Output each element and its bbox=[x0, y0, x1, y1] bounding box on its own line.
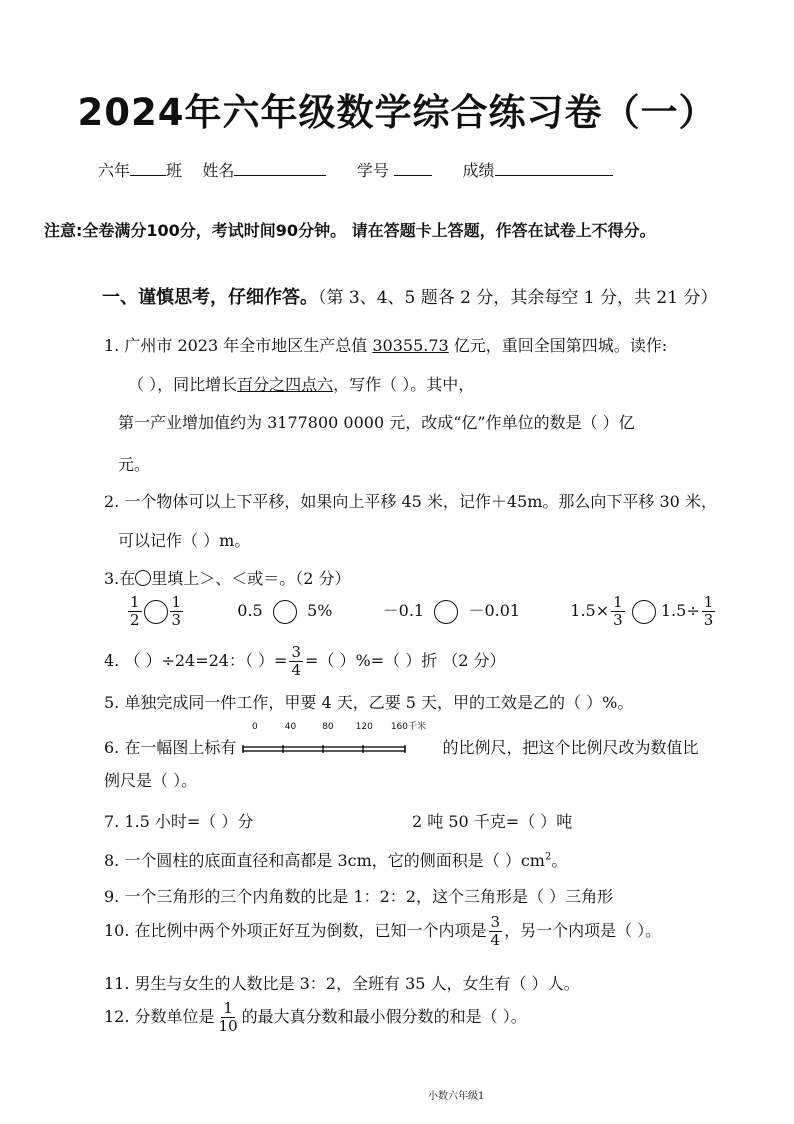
question-7-part-b: 2 吨 50 千克=（ ）吨 bbox=[412, 812, 573, 831]
class-blank[interactable] bbox=[130, 161, 166, 176]
exam-notice: 注意:全卷满分100分，考试时间90分钟。 请在答题卡上答题，作答在试卷上不得分。 bbox=[44, 221, 656, 240]
circle-icon bbox=[135, 570, 151, 586]
fraction: $\frac{1}{3}$ bbox=[613, 593, 623, 629]
fraction: $\frac{1}{2}$ bbox=[130, 593, 140, 629]
section-1-title: 一、谨慎思考，仔细作答。 bbox=[102, 287, 318, 308]
score-label: 成绩 bbox=[462, 161, 495, 180]
name-blank[interactable] bbox=[234, 161, 326, 176]
id-blank[interactable] bbox=[394, 161, 432, 176]
page-footer: 小数六年级1 bbox=[428, 1091, 485, 1102]
question-9: 9. 一个三角形的三个内角数的比是 1：2：2，这个三角形是（ ）三角形 bbox=[104, 887, 614, 906]
scale-bar bbox=[241, 741, 437, 757]
score-blank[interactable] bbox=[495, 161, 613, 176]
question-4: 4. （ ）÷24=24：（ ）= $\frac{3}{4}$ =（ ）%=（ ）折 （2 分） bbox=[104, 643, 506, 679]
grade-label: 六年 bbox=[98, 161, 131, 180]
fraction: $\frac{1}{10}$ bbox=[218, 999, 238, 1035]
question-1-line-2: （ ），同比增长百分之四点六，写作（ ）。其中， bbox=[128, 375, 475, 394]
section-1-note: （第 3、4、5 题各 2 分，其余每空 1 分，共 21 分） bbox=[318, 288, 718, 308]
compare-circle-2[interactable] bbox=[273, 600, 297, 624]
compare-circle-1[interactable] bbox=[144, 600, 168, 624]
fraction: $\frac{1}{3}$ bbox=[171, 593, 182, 629]
question-11: 11. 男生与女生的人数比是 3：2，全班有 35 人，女生有（ ）人。 bbox=[104, 974, 580, 993]
question-2-line-1: 2. 一个物体可以上下平移，如果向上平移 45 米，记作＋45m。那么向下平移 30 米， bbox=[104, 492, 717, 511]
student-info-line bbox=[98, 158, 613, 181]
fraction: $\frac{3}{4}$ bbox=[291, 643, 302, 679]
section-1-header bbox=[102, 283, 717, 309]
fraction: $\frac{3}{4}$ bbox=[490, 913, 501, 949]
question-2-line-2: 可以记作（ ）m。 bbox=[118, 531, 251, 550]
question-1-line-4: 元。 bbox=[118, 455, 151, 474]
compare-circle-4[interactable] bbox=[632, 600, 656, 624]
question-10: 10. 在比例中两个外项正好互为倒数，已知一个内项是 $\frac{3}{4}$ ，另一个内项是（ ）。 bbox=[104, 913, 662, 949]
growth-words: 百分之四点六 bbox=[237, 375, 334, 394]
question-12: 12. 分数单位是 $\frac{1}{10}$ 的最大真分数和最小假分数的和是（ ）。 bbox=[104, 999, 527, 1035]
question-6-line-1: 6. 在一幅图上标有 的比例尺，把这个比例尺改为数值比 bbox=[104, 738, 699, 757]
question-7-part-a: 7. 1.5 小时=（ ）分 bbox=[104, 812, 254, 831]
fraction: $\frac{1}{3}$ bbox=[703, 593, 714, 629]
name-label: 姓名 bbox=[202, 161, 235, 180]
question-1-line-3: 第一产业增加值约为 3177800 0000 元，改成“亿”作单位的数是（ ）亿 bbox=[118, 413, 635, 432]
id-label: 学号 bbox=[356, 161, 389, 180]
question-3-comparisons: $\frac{1}{2}$ $\frac{1}{3}$ 0.5 5% －0.1 －0.01 1.5× $\frac{1}{3}$ 1.5÷ $\frac{1}{3}$ bbox=[130, 593, 714, 629]
class-label: 班 bbox=[166, 161, 183, 180]
scale-tick-labels: 0 40 80 120 160千米 bbox=[252, 722, 427, 732]
question-6-line-2: 例尺是（ ）。 bbox=[104, 771, 198, 790]
compare-circle-3[interactable] bbox=[434, 600, 458, 624]
question-8: 8. 一个圆柱的底面直径和高都是 3cm，它的侧面积是（ ）$cm^2$。 bbox=[104, 851, 568, 870]
question-1-line-1: 1. 广州市 2023 年全市地区生产总值 30355.73 亿元，重回全国第四城。读作: bbox=[104, 336, 668, 355]
gdp-value: 30355.73 bbox=[372, 336, 449, 355]
page-title: 2024年六年级数学综合练习卷（一） bbox=[77, 91, 717, 134]
question-3-instruction: 3.在 里填上＞、＜或＝。（2 分） bbox=[104, 569, 351, 588]
question-5: 5. 单独完成同一件工作，甲要 4 天，乙要 5 天，甲的工效是乙的（ ）%。 bbox=[104, 693, 634, 712]
